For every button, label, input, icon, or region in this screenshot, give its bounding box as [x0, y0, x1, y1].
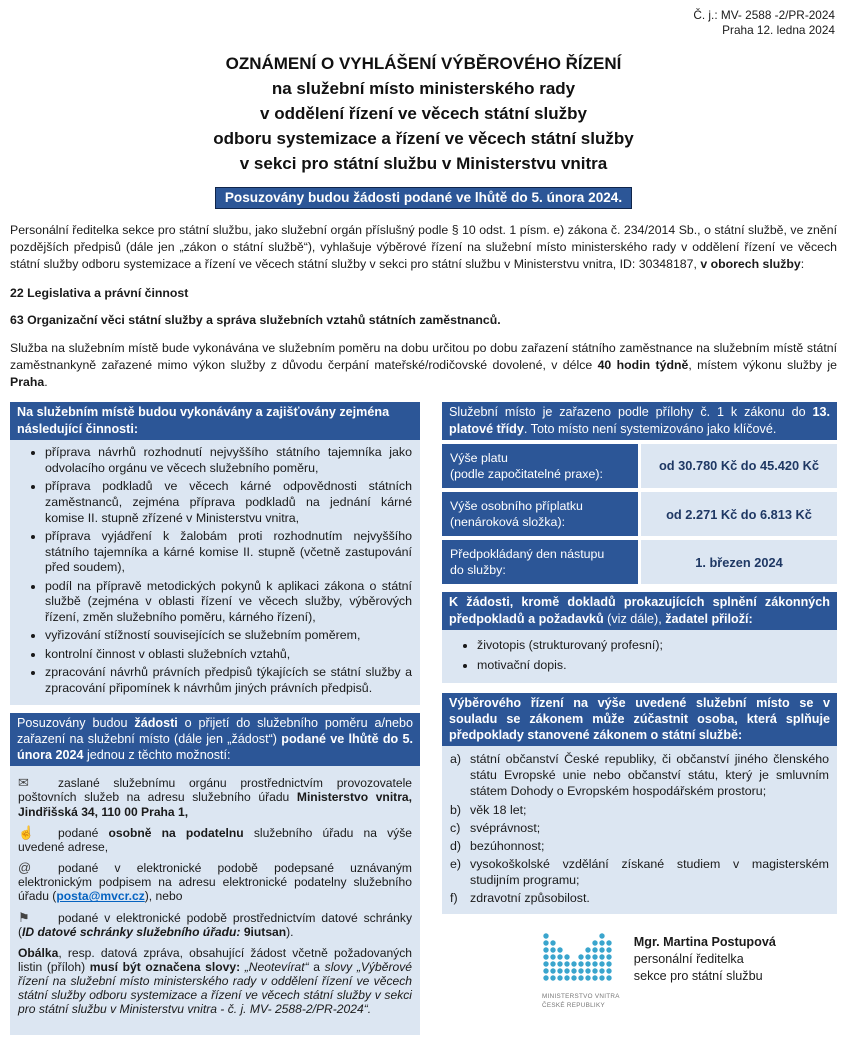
- duty-item: • příprava vyjádření k žalobám proti rozhodnutím nejvyššího státního tajemníka a kárné komise II. stupně (včetně zastupování před soudem),: [45, 529, 412, 576]
- attachments-list: [450, 637, 829, 673]
- eligibility-body: [442, 746, 837, 914]
- bonus-value: od 2.271 Kč do 6.813 Kč: [641, 492, 837, 536]
- label-line: (podle započitatelné praxe):: [450, 466, 603, 481]
- label-line: Předpokládaný den nástupu: [450, 547, 605, 562]
- label-line: do služby:: [450, 563, 506, 578]
- table-row: [442, 492, 837, 536]
- method-post: [18, 775, 412, 818]
- method-in-person: [18, 825, 412, 854]
- reference-number: Č. j.: MV- 2588 -2/PR-2024: [693, 8, 835, 22]
- label-line: (nenároková složka):: [450, 515, 566, 530]
- method-email: [18, 860, 412, 903]
- eligibility-item: a) státní občanství České republiky, či občanství jiného členského státu Evropské unie nebo občanství státu, který je smluvním státem Dohody o Evropském hospodářském prostoru;: [450, 752, 829, 799]
- duty-item: • příprava podkladů ve věcech kárné odpovědnosti státních zaměstnanců, zejména příprava podkladů na jednání kárné komise II. stupně zřízené v Ministerstvu vnitra,: [45, 479, 412, 526]
- signature-block: [442, 932, 837, 1010]
- attachments-body: [442, 630, 837, 683]
- title-line: OZNÁMENÍ O VYHLÁŠENÍ VÝBĚROVÉHO ŘÍZENÍ: [225, 53, 622, 73]
- attachments-heading: K žádosti, kromě dokladů prokazujících splnění zákonných předpokladů a požadavků (viz dále), žadatel přiloží:: [442, 592, 837, 629]
- method-databox: [18, 910, 412, 939]
- duties-body: [10, 440, 420, 705]
- eligibility-item: d) bezúhonnost;: [450, 838, 545, 853]
- label-line: Výše osobního příplatku: [450, 498, 583, 513]
- attachment-item: • motivační dopis.: [477, 657, 829, 673]
- salary-label: [442, 444, 638, 488]
- databox-icon: ⚑: [18, 909, 30, 925]
- signatory: [634, 932, 776, 984]
- envelope-icon: ✉: [18, 775, 29, 791]
- duty-item: • zpracování návrhů právních předpisů týkajících se státní služby a zpracování připomínek k návrhům jiných právních předpisů.: [45, 665, 412, 697]
- at-icon: @: [18, 860, 32, 876]
- title-line: na služební místo ministerského rady: [271, 78, 576, 98]
- signatory-title: personální ředitelka: [633, 951, 744, 966]
- eligibility-box: [442, 693, 837, 914]
- start-date-value: 1. březen 2024: [641, 540, 837, 584]
- email-link[interactable]: posta@mvcr.cz: [56, 889, 145, 904]
- eligibility-item: b) věk 18 let;: [450, 802, 527, 817]
- title-line: odboru systemizace a řízení ve věcech státní služby: [213, 128, 634, 148]
- signatory-name: Mgr. Martina Postupová: [633, 935, 776, 950]
- eligibility-item: f) zdravotní způsobilost.: [450, 891, 590, 906]
- duties-list: [18, 445, 412, 696]
- envelope-note: Obálka, resp. datová zpráva, obsahující žádost včetně požadovaných listin (příloh) musí být označena slovy: „Neotevírat“ a slovy „Výběrové řízení na služební místo ministerského rady v oddělení řízení ve věcech státní služby odboru systemizace a řízení ve věcech státní služby v sekci pro státní službu v Ministerstvu vnitra - č. j. MV- 2588-2/PR-2024“.: [18, 945, 412, 1017]
- method-text: podané osobně na podatelnu služebního úřadu na výše uvedené adrese,: [18, 825, 412, 854]
- intro-paragraph: Personální ředitelka sekce pro státní službu, jako služební orgán příslušný podle § 10 odst. 1 písm. e) zákona č. 234/2014 Sb., o státní službě, ve znění pozdějších předpisů (dále jen „zákon o státní službě“), vyhlašuje výběrové řízení na služební místo ministerského rady v oddělení řízení ve věcech státní služby odboru systemizace a řízení ve věcech státní služby v sekci pro státní službu v Ministerstvu vnitra, ID: 30348187, v oborech služby:: [10, 222, 837, 271]
- page-title: [10, 51, 837, 176]
- deadline-banner: Posuzovány budou žádosti podané ve lhůtě do 5. února 2024.: [215, 187, 632, 209]
- duties-heading: Na služebním místě budou vykonávány a zajišťovány zejména následující činnosti:: [10, 402, 420, 439]
- left-column: [10, 402, 420, 1034]
- service-terms-paragraph: Služba na služebním místě bude vykonávána ve služebním poměru na dobu určitou po dobu zařazení státního zaměstnance na služebním místě státní zaměstnankyně zařazené mimo výkon služby z důvodu čerpání mateřské/rodičovské dovolené, v délce 40 hodin týdně, místem výkonu služby je Praha.: [10, 340, 837, 389]
- application-methods-body: [10, 766, 420, 1034]
- two-column-section: [10, 402, 837, 1034]
- attachment-item: • životopis (strukturovaný profesní);: [477, 637, 829, 653]
- label-line: Výše platu: [450, 450, 508, 465]
- ministry-logo-dots: [542, 932, 614, 984]
- ministry-logo: [542, 932, 620, 1010]
- right-column: [442, 402, 837, 1010]
- place-date: Praha 12. ledna 2024: [722, 23, 835, 38]
- duty-item: • podíl na přípravě metodických pokynů k aplikaci zákona o státní službě (zejména v oblasti řízení ve věcech služby, výběrových řízení, změn služebního poměru, kárného řízení),: [45, 579, 412, 626]
- title-line: v oddělení řízení ve věcech státní služby: [260, 103, 587, 123]
- title-line: v sekci pro státní službu v Ministerstvu vnitra: [239, 153, 608, 173]
- application-methods-heading: Posuzovány budou žádosti o přijetí do služebního poměru a/nebo zařazení na služební místo (dále jen „žádost“) podané ve lhůtě do 5. února 2024 jednou z těchto možností:: [10, 713, 420, 766]
- attachments-box: [442, 592, 837, 682]
- table-row: [442, 444, 837, 488]
- field-of-service-22: 22 Legislativa a právní činnost: [10, 285, 189, 300]
- method-text: podané v elektronické podobě prostřednictvím datové schránky (ID datové schránky služebního úřadu: 9iutsan).: [18, 910, 412, 939]
- hand-icon: ☝: [18, 824, 35, 840]
- bonus-label: [442, 492, 638, 536]
- eligibility-item: e) vysokoškolské vzdělání získané studiem v magisterském studijním programu;: [450, 856, 829, 888]
- table-row: [442, 540, 837, 584]
- eligibility-item: c) svéprávnost;: [450, 820, 541, 835]
- document-header: [10, 8, 837, 39]
- salary-table: [442, 444, 837, 585]
- eligibility-heading: Výběrového řízení na výše uvedené služební místo se v souladu se zákonem může zúčastnit osoba, která splňuje předpoklady stanovené zákonem o státní službě:: [442, 693, 837, 746]
- application-methods-box: [10, 713, 420, 1035]
- method-text: podané v elektronické podobě podepsané uznávaným elektronickým podpisem na adresu elektronické podatelny služebního úřadu (posta@mvcr.cz), nebo: [18, 861, 412, 904]
- duty-item: • příprava návrhů rozhodnutí nejvyššího státního tajemníka jako odvolacího orgánu ve věcech služebního poměru,: [45, 445, 412, 477]
- ministry-logo-caption: MINISTERSTVO VNITRA ČESKÉ REPUBLIKY: [542, 993, 620, 1009]
- duties-box: [10, 402, 420, 704]
- field-of-service-63: 63 Organizační věci státní služby a správa služebních vztahů státních zaměstnanců.: [10, 312, 501, 327]
- duty-item: • kontrolní činnost v oblasti služebních vztahů,: [45, 647, 412, 663]
- salary-value: od 30.780 Kč do 45.420 Kč: [641, 444, 837, 488]
- signatory-title: sekce pro státní službu: [633, 968, 763, 983]
- duty-item: • vyřizování stížností souvisejících se služebním poměrem,: [45, 628, 412, 644]
- method-text: zaslané služebnímu orgánu prostřednictvím provozovatele poštovních služeb na adresu služebního úřadu Ministerstvo vnitra, Jindřišská 34, 110 00 Praha 1,: [18, 776, 412, 819]
- start-date-label: [442, 540, 638, 584]
- classification-heading: Služební místo je zařazeno podle přílohy č. 1 k zákonu do 13. platové třídy. Toto místo není systemizováno jako klíčové.: [442, 402, 837, 439]
